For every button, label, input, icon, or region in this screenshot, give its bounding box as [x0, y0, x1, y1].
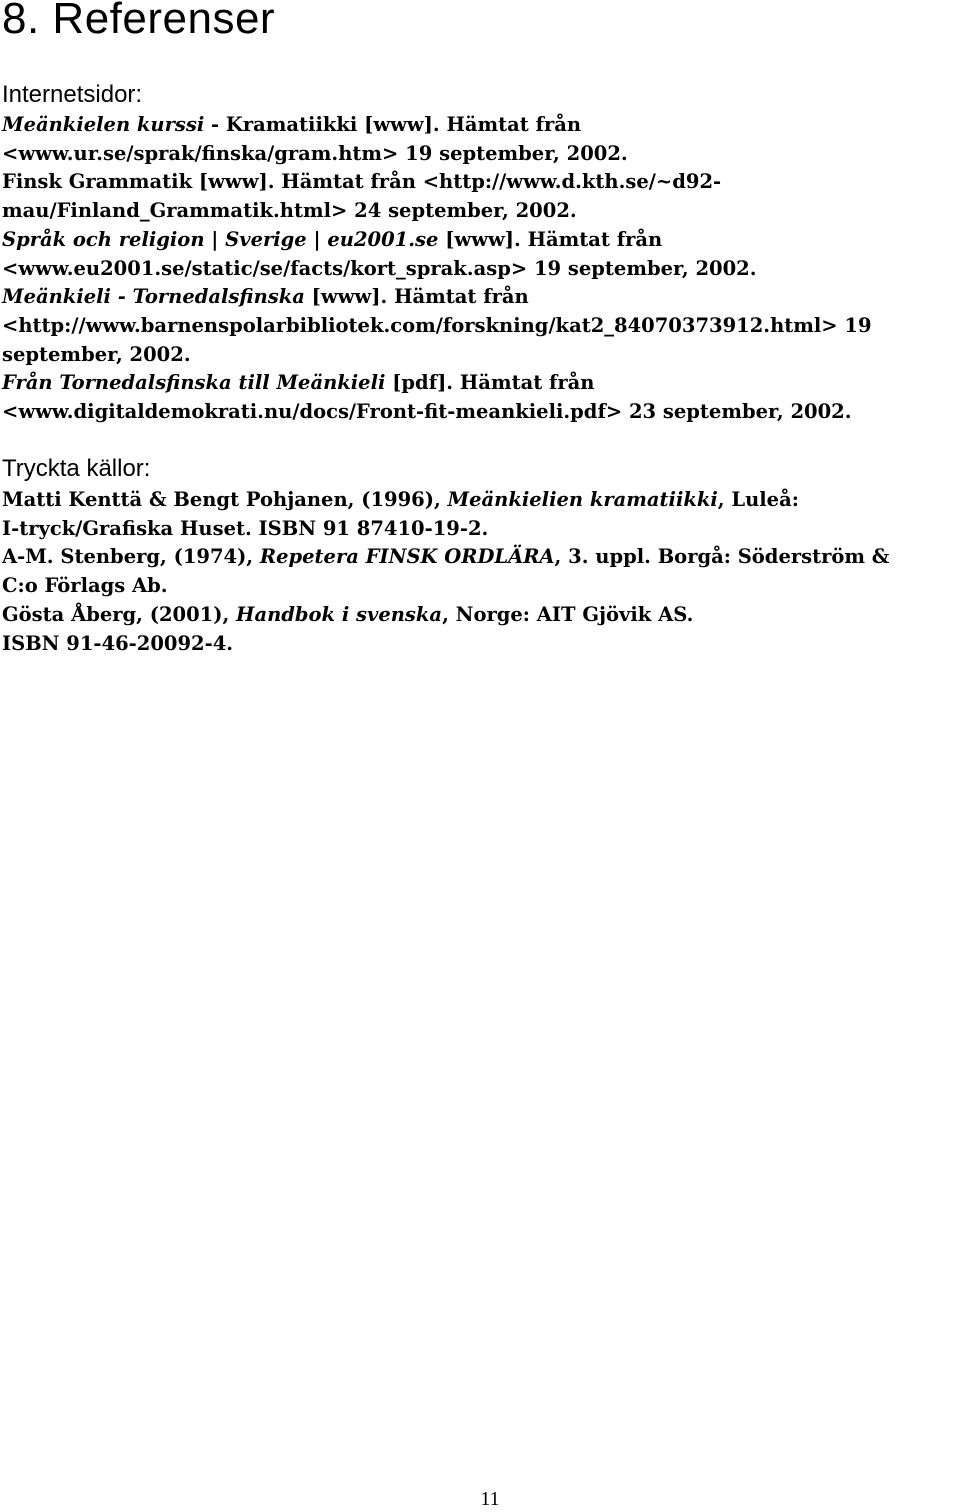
reference-title: Meänkielen kurssi [2, 113, 205, 136]
section-heading-internet: Internetsidor: [2, 81, 143, 108]
reference-date: 24 september, 2002. [347, 199, 577, 223]
reference-publisher: , 3. uppl. Borgå: Söderström & [554, 545, 890, 569]
reference-date: 23 september, 2002. [622, 400, 852, 424]
page-title: 8. Referenser [2, 0, 276, 43]
reference-date: 19 september, 2002. [527, 256, 757, 280]
reference-date: 19 september, 2002. [398, 141, 628, 165]
reference-author: Matti Kenttä & Bengt Pohjanen, (1996), [2, 488, 448, 511]
reference-source: [www]. Hämtat från [192, 170, 423, 194]
reference-url-continued: mau/Finland_Grammatik.html> [2, 199, 348, 223]
section-heading-printed: Tryckta källor: [2, 455, 151, 482]
reference-url: <http://www.d.kth.se/~d92- [422, 170, 722, 194]
reference-title: Repetera FINSK ORDLÄRA [259, 545, 555, 569]
reference-title: Finsk Grammatik [2, 170, 193, 194]
reference-publisher: , Norge: AIT Gjövik AS. [442, 602, 694, 626]
reference-entry [2, 601, 958, 658]
reference-entry [2, 486, 958, 543]
reference-entry [2, 369, 958, 426]
reference-source: [www]. Hämtat från [304, 285, 529, 309]
reference-url: <www.ur.se/sprak/finska/gram.htm> [2, 141, 399, 165]
reference-title-part: eu2001.se [327, 227, 439, 251]
reference-publisher: , Luleå: [717, 488, 799, 511]
reference-url: <www.digitaldemokrati.nu/docs/Front-fit-meankieli.pdf> [2, 400, 623, 424]
internet-reference-list [2, 111, 958, 427]
printed-reference-list [2, 486, 958, 658]
reference-title: Meänkieli - Tornedalsfinska [2, 285, 305, 309]
reference-title: Språk och religion [2, 227, 205, 251]
reference-date-continued: september, 2002. [2, 342, 191, 366]
reference-title-part: Sverige [225, 227, 307, 251]
reference-separator: | [204, 227, 226, 251]
reference-entry [2, 111, 958, 168]
reference-title: Handbok i svenska [236, 602, 443, 626]
reference-date: 19 [837, 313, 872, 337]
reference-url: <www.eu2001.se/static/se/facts/kort_sprak.asp> [2, 256, 528, 280]
reference-entry [2, 283, 958, 369]
reference-publisher-continued: C:o Förlags Ab. [2, 574, 168, 598]
reference-title: Meänkielien kramatiikki [447, 488, 718, 511]
reference-source: [www]. Hämtat från [438, 227, 663, 251]
reference-publisher-continued: I-tryck/Grafiska Huset. ISBN 91 87410-19-2. [2, 516, 489, 540]
reference-isbn: ISBN 91-46-20092-4. [2, 631, 234, 655]
reference-entry [2, 168, 958, 225]
reference-author: Gösta Åberg, (2001), [2, 602, 237, 626]
reference-source: [pdf]. Hämtat från [385, 371, 595, 395]
reference-title: Från Tornedalsfinska till Meänkieli [2, 371, 386, 395]
reference-author: A-M. Stenberg, (1974), [2, 545, 260, 569]
reference-separator: | [306, 227, 328, 251]
page-number: 11 [480, 1488, 500, 1510]
reference-entry [2, 543, 958, 600]
reference-source: - Kramatiikki [www]. Hämtat från [204, 113, 582, 136]
reference-url: <http://www.barnenspolarbibliotek.com/forskning/kat2_84070373912.html> [2, 313, 838, 337]
reference-entry [2, 226, 958, 283]
